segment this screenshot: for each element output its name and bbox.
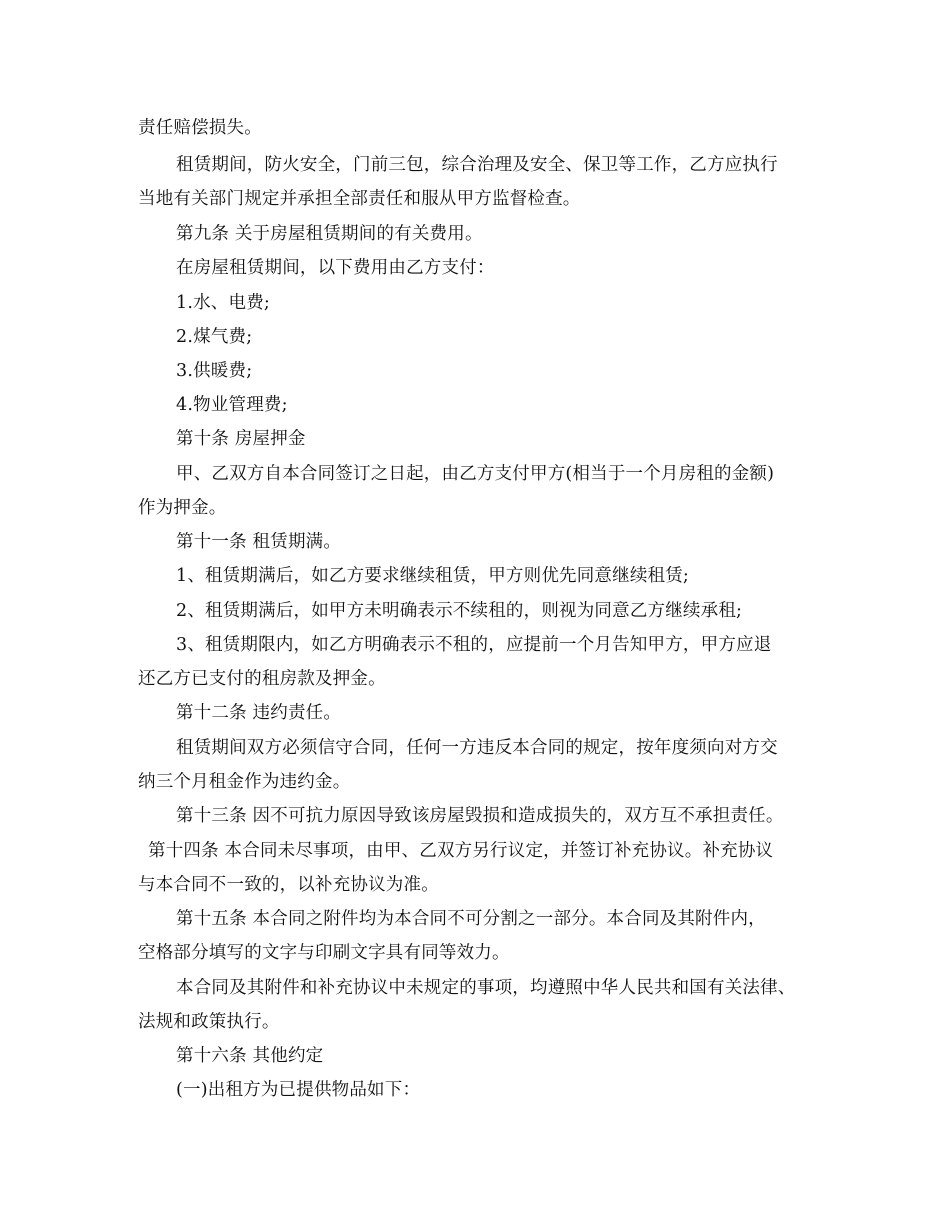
text-line: 还乙方已支付的租房款及押金。 xyxy=(138,669,386,689)
list-item: 4.物业管理费; xyxy=(176,395,288,415)
text-line: 纳三个月租金作为违约金。 xyxy=(138,772,351,792)
text-line: 作为押金。 xyxy=(138,498,227,518)
text-line: 责任赔偿损失。 xyxy=(138,118,262,138)
section-heading: 第九条 关于房屋租赁期间的有关费用。 xyxy=(176,224,483,244)
text-line: 租赁期间双方必须信守合同，任何一方违反本合同的规定，按年度须向对方交 xyxy=(176,738,778,758)
text-line: 当地有关部门规定并承担全部责任和服从甲方监督检查。 xyxy=(138,189,581,209)
list-item: 3.供暖费; xyxy=(176,361,253,381)
list-item: 1、租赁期满后，如乙方要求继续租赁，甲方则优先同意继续租赁; xyxy=(176,566,690,586)
text-line: 空格部分填写的文字与印刷文字具有同等效力。 xyxy=(138,943,510,963)
list-item: 2.煤气费; xyxy=(176,327,253,347)
text-line: 在房屋租赁期间，以下费用由乙方支付： xyxy=(176,258,495,278)
text-line: 租赁期间，防火安全，门前三包，综合治理及安全、保卫等工作，乙方应执行 xyxy=(176,155,778,175)
section-heading: 第十条 房屋押金 xyxy=(176,429,306,449)
text-line: 本合同及其附件和补充协议中未规定的事项，均遵照中华人民共和国有关法律、 xyxy=(176,978,796,998)
text-line: 甲、乙双方自本合同签订之日起，由乙方支付甲方(相当于一个月房租的金额) xyxy=(176,464,775,484)
section-heading: 第十三条 因不可抗力原因导致该房屋毁损和造成损失的，双方互不承担责任。 xyxy=(176,806,784,826)
list-item: 3、租赁期限内，如乙方明确表示不租的，应提前一个月告知甲方，甲方应退 xyxy=(176,635,772,655)
section-heading: 第十四条 本合同未尽事项，由甲、乙双方另行议定，并签订补充协议。补充协议 xyxy=(148,841,774,861)
text-line: 与本合同不一致的，以补充协议为准。 xyxy=(138,875,439,895)
text-line: (一)出租方为已提供物品如下： xyxy=(176,1080,421,1100)
section-heading: 第十五条 本合同之附件均为本合同不可分割之一部分。本合同及其附件内， xyxy=(176,909,766,929)
text-line: 法规和政策执行。 xyxy=(138,1012,280,1032)
section-heading: 第十一条 租赁期满。 xyxy=(176,532,342,552)
section-heading: 第十二条 违约责任。 xyxy=(176,703,342,723)
section-heading: 第十六条 其他约定 xyxy=(176,1046,324,1066)
list-item: 1.水、电费; xyxy=(176,293,270,313)
list-item: 2、租赁期满后，如甲方未明确表示不续租的，则视为同意乙方继续承租; xyxy=(176,601,743,621)
